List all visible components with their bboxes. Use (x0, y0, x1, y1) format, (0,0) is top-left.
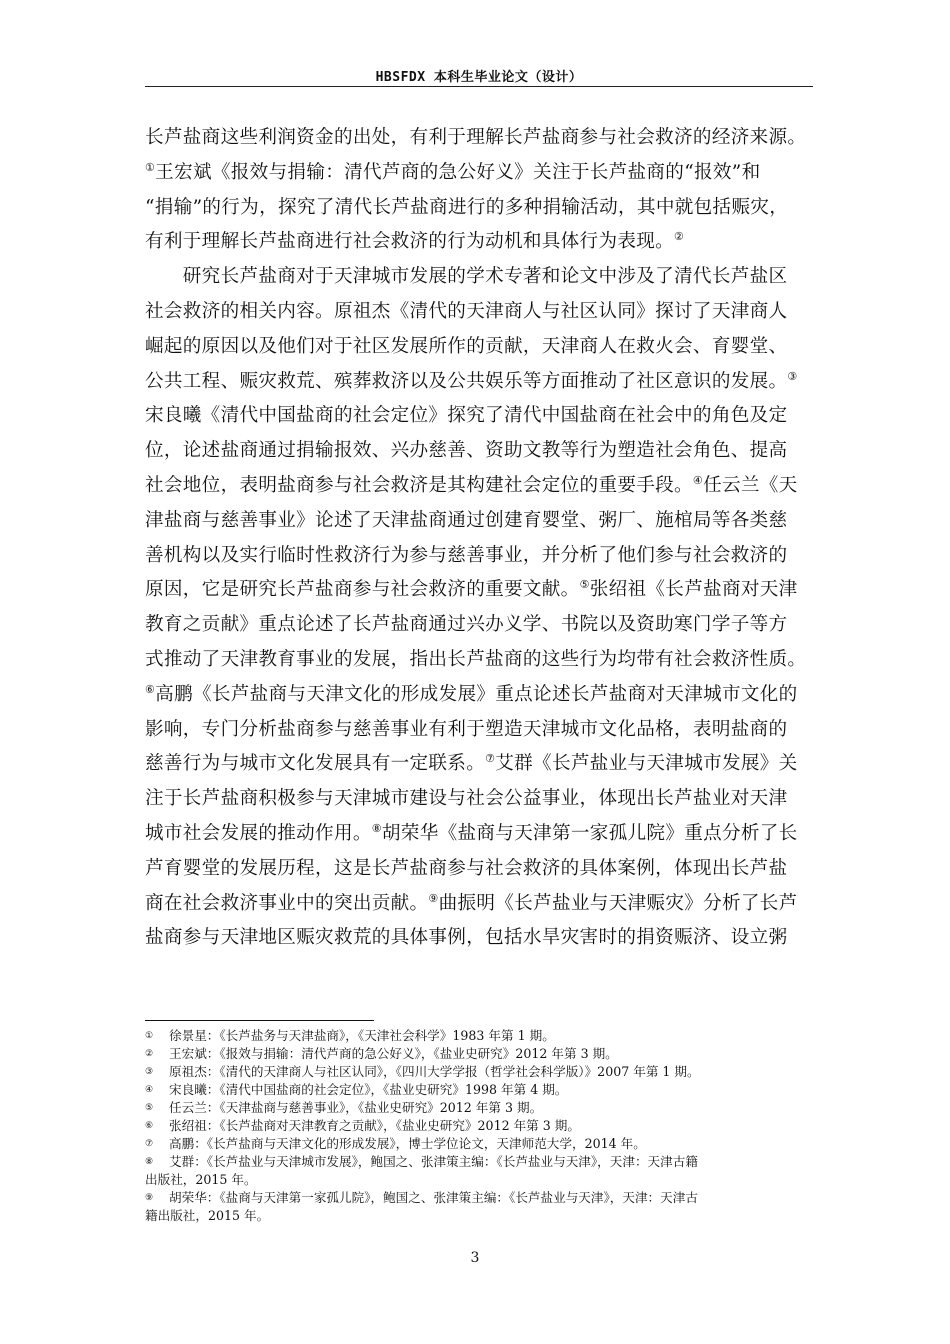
page-header: HBSFDX 本科生毕业论文（设计） (375, 70, 583, 85)
body-line-text: 原因，它是研究长芦盐商参与社会救济的重要文献。 (145, 579, 580, 601)
body-line-text-cont: 张绍祖《长芦盐商对天津 (589, 579, 798, 601)
body-line-text: 教育之贡献》重点论述了长芦盐商通过兴办义学、书院以及资助寒门学子等方 (145, 614, 788, 636)
body-line (145, 160, 817, 183)
body-line (145, 546, 817, 566)
body-line-text-cont: 艾群《长芦盐业与天津城市发展》关 (495, 753, 798, 775)
footnote-text: 任云兰：《天津盐商与慈善事业》，《盐业史研究》2012 年第 3 期。 (169, 1100, 543, 1115)
body-line (145, 720, 817, 740)
footnote-mark: ⑧ (145, 1157, 154, 1167)
body-line (145, 369, 817, 392)
footnote (145, 1137, 817, 1151)
body-line (145, 821, 817, 844)
body-line (145, 789, 817, 809)
footnote-text: 胡荣华：《盐商与天津第一家孤儿院》，鲍国之、张津策主编：《长芦盐业与天津》，天津：天津古 (169, 1190, 698, 1205)
body-line-text: 位，论述盐商通过捐输报效、兴办慈善、资助文教等行为塑造社会角色、提高 (145, 440, 788, 462)
body-line-text-cont: 胡荣华《盐商与天津第一家孤儿院》重点分析了长 (381, 823, 798, 844)
footnote-text-cont: 出版社，2015 年。 (145, 1172, 257, 1187)
body-line-text: 善机构以及实行临时性救济行为参与慈善事业，并分析了他们参与社会救济的 (145, 544, 788, 566)
footnote-mark: ⑤ (145, 1103, 154, 1113)
body-line-text: 王宏斌《报效与捐输：清代芦商的急公好义》关注于长芦盐商的“报效”和 (155, 161, 761, 183)
body-line-text: 城市社会发展的推动作用。 (145, 823, 372, 844)
footnote-mark: ④ (145, 1085, 154, 1095)
body-line (145, 198, 817, 218)
body-line-text-cont: 曲振明《长芦盐业与天津赈灾》分析了长芦 (438, 892, 798, 914)
body-line-text: “捐输”的行为，探究了清代长芦盐商进行的多种捐输活动，其中就包括赈灾， (145, 196, 789, 218)
body-line-text: 慈善行为与城市文化发展具有一定联系。 (145, 753, 486, 775)
footnote-ref: ③ (787, 369, 798, 383)
footnote (145, 1083, 817, 1097)
footnote-mark: ② (145, 1049, 154, 1059)
body-line (145, 511, 817, 531)
footnote-ref: ⑦ (485, 752, 496, 766)
body-line (145, 891, 817, 914)
footnote (145, 1029, 817, 1043)
footnote-ref: ① (145, 160, 156, 174)
body-line (145, 754, 817, 774)
footnote-text-cont: 籍出版社，2015 年。 (145, 1208, 270, 1223)
body-line-text: 式推动了天津教育事业的发展，指出长芦盐商的这些行为均带有社会救济性质。 (145, 649, 807, 670)
body-line-text: 注于长芦盐商积极参与天津城市建设与社会公益事业，体现出长芦盐业对天津 (145, 788, 788, 810)
footnote (145, 1065, 817, 1079)
body-line (145, 928, 817, 948)
body-line-text: 长芦盐商这些利润资金的出处，有利于理解长芦盐商参与社会救济的经济来源。 (145, 127, 807, 148)
footnote (145, 1191, 817, 1205)
body-line-text: 社会地位，表明盐商参与社会救济是其构建社会定位的重要手段。 (145, 475, 693, 496)
footnote-text: 宋良曦：《清代中国盐商的社会定位》，《盐业史研究》1998 年第 4 期。 (169, 1082, 568, 1097)
header-rule (145, 86, 813, 87)
body-line-text: 宋良曦《清代中国盐商的社会定位》探究了清代中国盐商在社会中的角色及定 (145, 405, 788, 427)
page-number: 3 (470, 1250, 480, 1266)
body-line (145, 232, 817, 252)
body-line-text: 高鹏《长芦盐商与天津文化的形成发展》重点论述长芦盐商对天津城市文化的 (155, 683, 798, 705)
body-line (145, 267, 817, 287)
footnote-ref: ⑧ (371, 821, 382, 835)
footnote-text: 高鹏：《长芦盐商与天津文化的形成发展》，博士学位论文，天津师范大学，2014 年。 (169, 1136, 646, 1151)
footnote-mark: ⑨ (145, 1193, 154, 1203)
body-line-text: 芦育婴堂的发展历程，这是长芦盐商参与社会救济的具体案例，体现出长芦盐 (145, 857, 788, 879)
footnote-ref: ⑤ (579, 578, 590, 592)
body-line-text: 影响，专门分析盐商参与慈善事业有利于塑造天津城市文化品格，表明盐商的 (145, 718, 788, 740)
body-line (145, 128, 817, 148)
body-line-text: 盐商参与天津地区赈灾救荒的具体事例，包括水旱灾害时的捐资赈济、设立粥 (145, 927, 788, 949)
footnote-ref: ② (674, 230, 685, 244)
footnote-mark: ① (145, 1031, 154, 1041)
footnote-text: 徐景星：《长芦盐务与天津盐商》，《天津社会科学》1983 年第 1 期。 (169, 1028, 555, 1043)
body-line (145, 859, 817, 879)
footnote (145, 1101, 817, 1115)
footnote-mark: ⑥ (145, 1121, 154, 1131)
footnote (145, 1119, 817, 1133)
footnote-text: 艾群：《长芦盐业与天津城市发展》，鲍国之、张津策主编：《长芦盐业与天津》，天津：天津古籍 (169, 1154, 698, 1169)
footnote-ref: ⑨ (428, 891, 439, 905)
body-line-text: 研究长芦盐商对于天津城市发展的学术专著和论文中涉及了清代长芦盐区 (145, 266, 788, 288)
footnote-text: 原祖杰：《清代的天津商人与社区认同》，《四川大学学报（哲学社会科学版）》2007 年第 1 期。 (169, 1064, 700, 1079)
body-line-text: 有利于理解长芦盐商进行社会救济的行为动机和具体行为表现。 (145, 231, 675, 253)
body-line-text: 津盐商与慈善事业》论述了天津盐商通过创建育婴堂、粥厂、施棺局等各类慈 (145, 509, 788, 531)
footnote-ref: ④ (692, 473, 704, 487)
body-line (145, 337, 817, 357)
footnote-text: 王宏斌：《报效与捐输：清代芦商的急公好义》，《盐业史研究》2012 年第 3 期。 (169, 1046, 618, 1061)
footnote-ref: ⑥ (145, 682, 156, 696)
footnote-mark: ③ (145, 1067, 154, 1077)
footnote (145, 1047, 817, 1061)
body-line (145, 441, 817, 461)
body-line-text: 社会救济的相关内容。原祖杰《清代的天津商人与社区认同》探讨了天津商人 (145, 301, 788, 322)
footnote (145, 1155, 817, 1169)
footnote-rule (145, 1020, 374, 1021)
body-line (145, 682, 817, 705)
footnote-mark: ⑦ (145, 1139, 154, 1149)
body-line (145, 406, 817, 426)
body-line (145, 615, 817, 635)
body-line (145, 302, 817, 322)
body-line-text: 崛起的原因以及他们对于社区发展所作的贡献，天津商人在救火会、育婴堂、 (145, 335, 788, 357)
body-line-text: 商在社会救济事业中的突出贡献。 (145, 892, 429, 914)
body-line (145, 580, 817, 600)
body-line (145, 650, 817, 670)
footnote-text: 张绍祖：《长芦盐商对天津教育之贡献》，《盐业史研究》2012 年第 3 期。 (169, 1118, 580, 1133)
body-line-text: 公共工程、赈灾救荒、殡葬救济以及公共娱乐等方面推动了社区意识的发展。 (145, 370, 788, 392)
body-line (145, 473, 817, 496)
body-line-text-cont: 任云兰《天 (703, 475, 798, 496)
